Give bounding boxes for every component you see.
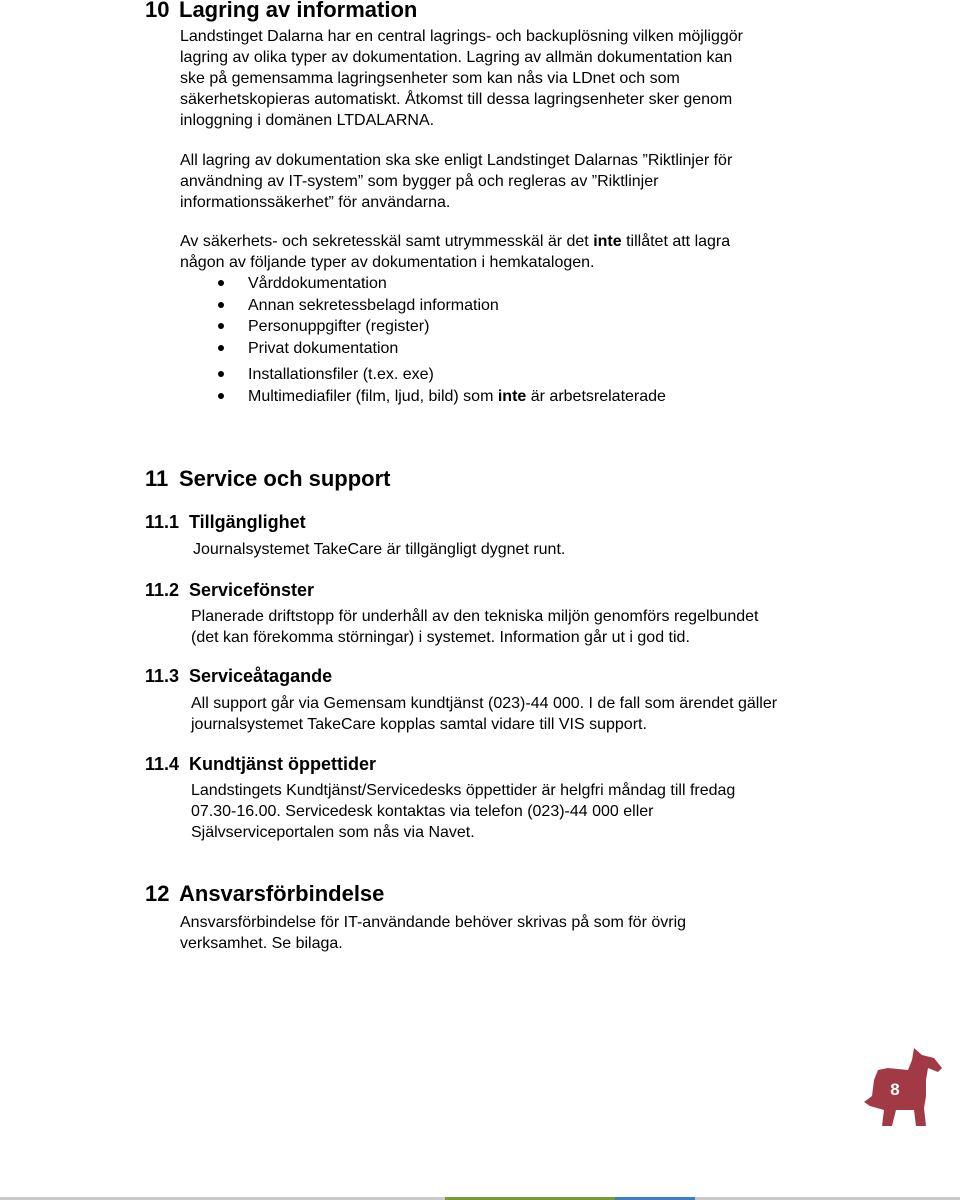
text-line: ske på gemensamma lagringsenheter som kan nås via LDnet och som xyxy=(180,70,680,87)
text-line: säkerhetskopieras automatiskt. Åtkomst till dessa lagringsenheter sker genom xyxy=(180,91,733,108)
subsection-11-3-text xyxy=(191,693,777,735)
bullet-icon xyxy=(218,280,224,286)
section-10-heading xyxy=(145,0,417,23)
section-10-paragraph-2 xyxy=(180,150,732,213)
text-line: (det kan förekomma störningar) i systemet. Information går ut i god tid. xyxy=(191,629,690,646)
list-item-text: Vårddokumentation xyxy=(248,275,387,292)
subsection-number: 11.4 xyxy=(145,754,180,774)
text-run: tillåtet att lagra xyxy=(621,233,731,250)
bullet-icon xyxy=(218,323,224,329)
subsection-11-4-text xyxy=(191,780,735,843)
page-number-badge xyxy=(862,1046,944,1130)
text-line: informationssäkerhet” för användarna. xyxy=(180,194,451,211)
section-12-text xyxy=(180,912,686,954)
section-number: 10 xyxy=(145,0,170,22)
bullet-icon xyxy=(218,345,224,351)
list-item-text: Annan sekretessbelagd information xyxy=(248,297,499,314)
text-line: Planerade driftstopp för underhåll av den tekniska miljön genomförs regelbundet xyxy=(191,608,759,625)
text-line: Landstingets Kundtjänst/Servicedesks öppettider är helgfri måndag till fredag xyxy=(191,782,736,799)
text-line xyxy=(180,231,730,252)
subsection-title: Serviceåtagande xyxy=(189,666,333,686)
section-title: Ansvarsförbindelse xyxy=(179,881,385,906)
text-line: Självserviceportalen som nås via Navet. xyxy=(191,824,475,841)
subsection-title: Servicefönster xyxy=(189,580,315,600)
text-run: är arbetsrelaterade xyxy=(526,388,666,405)
page-number: 8 xyxy=(890,1080,900,1099)
section-title: Lagring av information xyxy=(179,0,418,22)
list-item-text: Personuppgifter (register) xyxy=(248,318,430,335)
text-line: 07.30-16.00. Servicedesk kontaktas via telefon (023)-44 000 eller xyxy=(191,803,654,820)
bullet-icon xyxy=(218,371,224,377)
text-line: någon av följande typer av dokumentation i hemkatalogen. xyxy=(180,254,595,271)
subsection-number: 11.1 xyxy=(145,512,180,532)
section-number: 12 xyxy=(145,881,170,906)
section-10-paragraph-3 xyxy=(180,231,730,273)
text-line: Ansvarsförbindelse för IT-användande behöver skrivas på som för övrig xyxy=(180,914,687,931)
text-line: All support går via Gemensam kundtjänst (023)-44 000. I de fall som ärendet gäller xyxy=(191,695,778,712)
text-line: användning av IT-system” som bygger på och regleras av ”Riktlinjer xyxy=(180,173,659,190)
text-line: lagring av olika typer av dokumentation. Lagring av allmän dokumentation kan xyxy=(180,49,733,66)
bullet-icon xyxy=(218,302,224,308)
bullet-icon xyxy=(218,393,224,399)
text-line: inloggning i domänen LTDALARNA. xyxy=(180,112,435,129)
text-line: verksamhet. Se bilaga. xyxy=(180,935,343,952)
subsection-11-4-heading xyxy=(145,754,376,775)
subsection-11-1-text xyxy=(193,539,565,560)
subsection-11-2-heading xyxy=(145,580,314,601)
text-line: All lagring av dokumentation ska ske enligt Landstinget Dalarnas ”Riktlinjer för xyxy=(180,152,733,169)
subsection-number: 11.3 xyxy=(145,666,180,686)
subsection-11-1-heading xyxy=(145,512,306,533)
dala-horse-icon xyxy=(862,1046,944,1130)
list-item-text: Installationsfiler (t.ex. exe) xyxy=(248,366,434,383)
subsection-title: Tillgänglighet xyxy=(189,512,306,532)
section-10-paragraph-1 xyxy=(180,26,743,131)
text-line: Journalsystemet TakeCare är tillgängligt dygnet runt. xyxy=(193,541,566,558)
section-11-heading xyxy=(145,466,391,492)
subsection-title: Kundtjänst öppettider xyxy=(189,754,376,774)
section-title: Service och support xyxy=(179,466,391,491)
subsection-number: 11.2 xyxy=(145,580,180,600)
list-item-text: Privat dokumentation xyxy=(248,340,399,357)
subsection-11-2-text xyxy=(191,606,758,648)
subsection-11-3-heading xyxy=(145,666,332,687)
text-run: Multimediafiler (film, ljud, bild) som xyxy=(248,388,498,405)
text-run: Av säkerhets- och sekretesskäl samt utrymmesskäl är det xyxy=(180,233,594,250)
text-line: journalsystemet TakeCare kopplas samtal vidare till VIS support. xyxy=(191,716,647,733)
section-12-heading xyxy=(145,881,384,907)
footer-strip xyxy=(0,1193,960,1200)
emphasis-text: inte xyxy=(497,388,527,405)
emphasis-text: inte xyxy=(593,233,622,250)
list-item-text xyxy=(248,386,666,407)
text-line: Landstinget Dalarna har en central lagrings- och backuplösning vilken möjliggör xyxy=(180,28,743,45)
section-number: 11 xyxy=(145,466,169,491)
